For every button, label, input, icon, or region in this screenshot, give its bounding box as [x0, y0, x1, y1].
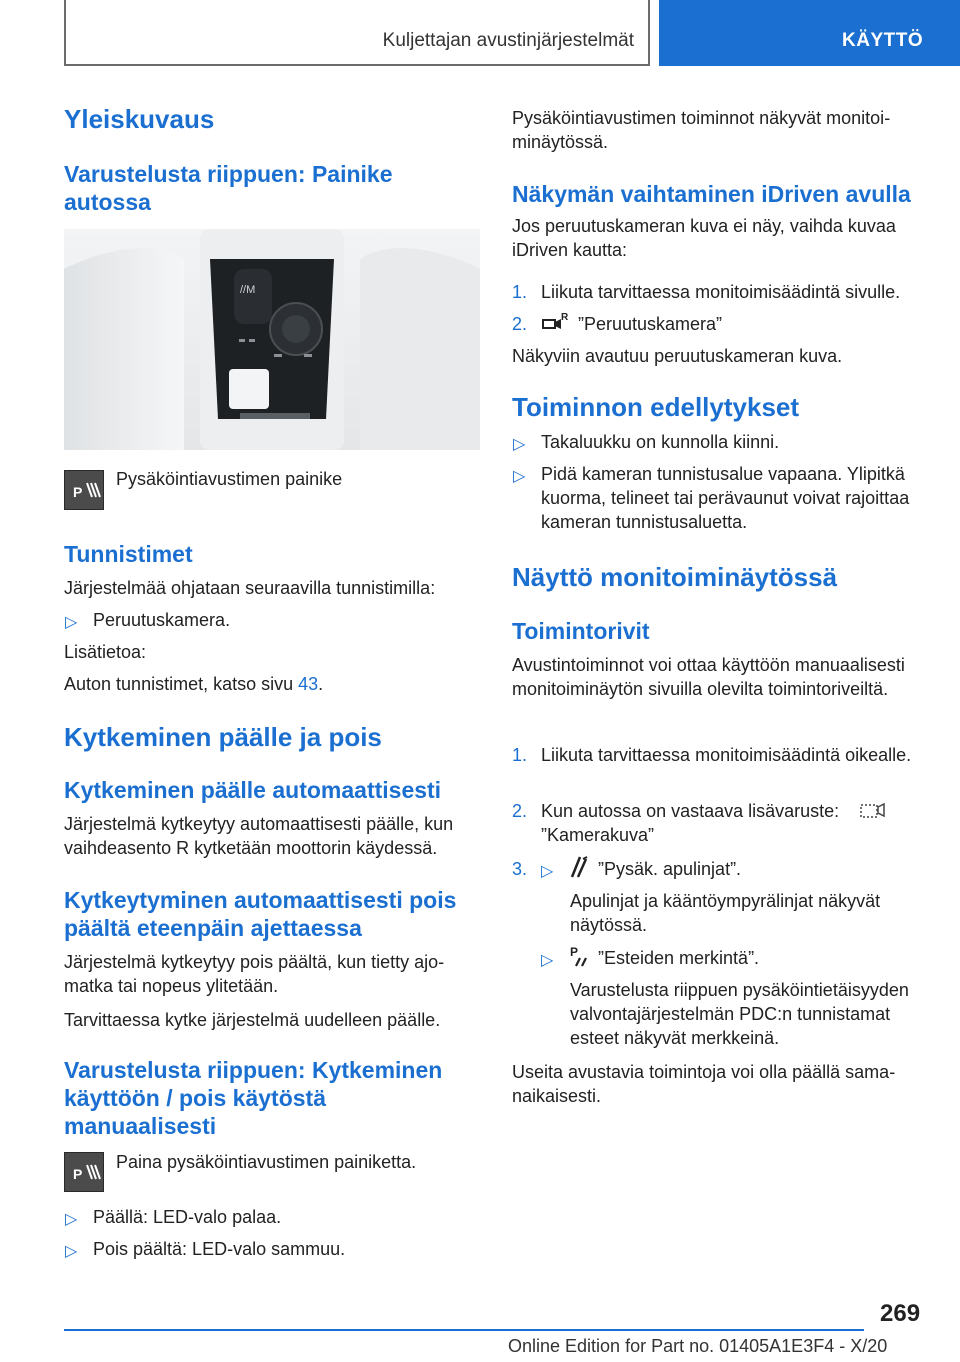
heading-display: Näyttö monitoiminäytössä [512, 562, 838, 592]
gear-selector-photo [64, 229, 480, 450]
func-step-2a: Kun autossa on vastaava lisävaruste: [541, 801, 840, 821]
function-rows-text: Avustintoiminnot voi ottaa käyttöön manuaalisesti monitoiminäytön sivuilla olevilta toimintoriveiltä. [512, 655, 905, 699]
func-step-1: Liikuta tarvittaessa monitoimisäädintä oikealle. [541, 745, 912, 765]
heading-sensors: Tunnistimet [64, 541, 193, 567]
obstacle-marking-icon [568, 942, 592, 968]
edition-text: Online Edition for Part no. 01405A1E3F4 - X/20 [508, 1336, 888, 1356]
auto-off-text-2: Tarvittaessa kytke järjestelmä uudelleen päälle. [64, 1010, 441, 1030]
bullet-icon: ▷ [513, 436, 526, 453]
chapter-title: Kuljettajan avustinjärjestelmät [382, 30, 634, 51]
auto-off-text: Järjestelmä kytkeytyy pois päältä, kun tietty ajomatka tai nopeus ylitetään. [64, 952, 445, 996]
bullet-icon: ▷ [513, 468, 526, 485]
func-sub-2: ”Esteiden merkintä”. [598, 948, 760, 968]
heading-switching: Kytkeminen päälle ja pois [64, 722, 382, 752]
svg-text://M: //M [240, 284, 256, 296]
prereq-item-2: Pidä kameran tunnistusalue vapaana. Ylipitkä kuorma, telineet tai perävaunut voivat rajoittaa kameran tunnistusaluetta. [541, 464, 910, 532]
svg-text:P: P [570, 945, 579, 959]
park-assist-button-icon [64, 470, 104, 510]
step-number: 1. [512, 745, 528, 765]
prereq-item-1: Takaluukku on kunnolla kiinni. [541, 432, 780, 452]
step-number: 2. [512, 801, 528, 821]
manual-item-off: Pois päältä: LED-valo sammuu. [93, 1239, 346, 1259]
ref-text: Auton tunnistimet, katso sivu [64, 674, 299, 694]
rear-camera-icon [541, 310, 571, 334]
section-tab-label: KÄYTTÖ [842, 30, 924, 51]
func-sub-2-text: Varustelusta riippuen pysäköintietäisyyden valvontajärjestelmän PDC:n tunnistamat esteet näkyvät merkkeinä. [570, 980, 909, 1048]
more-info-ref [64, 672, 323, 696]
ref-end: . [318, 674, 324, 694]
bullet-icon: ▷ [541, 863, 554, 880]
heading-idrive: Näkymän vaihtaminen iDriven avulla [512, 181, 911, 207]
auto-on-text: Järjestelmä kytkeytyy automaattisesti päälle, kun vaihdeasento R kytketään moottorin käydessä. [64, 814, 454, 858]
manual-item-on: Päällä: LED-valo palaa. [93, 1207, 282, 1227]
sensors-text: Järjestelmää ohjataan seuraavilla tunnistimilla: [64, 578, 436, 598]
bullet-icon: ▷ [65, 614, 78, 631]
intro-text: Pysäköintiavustimen toiminnot näkyvät monitoiminäytössä. [512, 108, 891, 152]
button-caption: Pysäköintiavustimen painike [116, 469, 343, 489]
park-assist-button-icon-2 [64, 1152, 104, 1192]
svg-text:P: P [73, 484, 83, 500]
page-link[interactable]: 43 [298, 674, 319, 694]
bullet-icon: ▷ [65, 1243, 78, 1260]
heading-manual: Varustelusta riippuen: Kytkeminen käyttöön / pois käytöstä manuaalisesti [64, 1057, 443, 1139]
idrive-text: Jos peruutuskameran kuva ei näy, vaihda kuvaa iDriven kautta: [512, 216, 896, 260]
func-sub-1-text: Apulinjat ja kääntöympyrälinjat näkyvät näytössä. [570, 891, 881, 935]
heading-prerequisites: Toiminnon edellytykset [512, 392, 800, 422]
footer-divider [64, 1329, 864, 1331]
svg-text:R: R [561, 312, 569, 323]
heading-function-rows: Toimintorivit [512, 618, 650, 644]
closing-text: Useita avustavia toimintoja voi olla päällä samanaikaisesti. [512, 1062, 896, 1106]
manual-text: Paina pysäköintiavustimen painiketta. [116, 1152, 417, 1172]
idrive-step-2: ”Peruutuskamera” [578, 314, 723, 334]
sensors-item: Peruutuskamera. [93, 610, 231, 630]
header-frame [64, 0, 650, 66]
idrive-step-1: Liikuta tarvittaessa monitoimisäädintä sivulle. [541, 282, 901, 302]
heading-overview: Yleiskuvaus [64, 104, 215, 134]
page-number: 269 [880, 1300, 921, 1327]
func-sub-1: ”Pysäk. apulinjat”. [598, 859, 742, 879]
guide-lines-icon [568, 853, 592, 879]
func-step-2b: ”Kamerakuva” [541, 825, 655, 845]
bullet-icon: ▷ [541, 952, 554, 969]
step-number: 1. [512, 282, 528, 302]
step-number: 3. [512, 859, 528, 879]
svg-text:P: P [73, 1166, 83, 1182]
heading-auto-off: Kytkeytyminen automaattisesti pois päältä eteenpäin ajettaessa [64, 887, 457, 941]
heading-auto-on: Kytkeminen päälle automaattisesti [64, 777, 442, 803]
heading-button-in-car: Varustelusta riippuen: Painike autossa [64, 161, 393, 215]
bullet-icon: ▷ [65, 1211, 78, 1228]
step-number: 2. [512, 314, 528, 334]
more-info-label: Lisätietoa: [64, 642, 147, 662]
camera-view-icon [858, 797, 888, 821]
idrive-result: Näkyviin avautuu peruutuskameran kuva. [512, 346, 843, 366]
